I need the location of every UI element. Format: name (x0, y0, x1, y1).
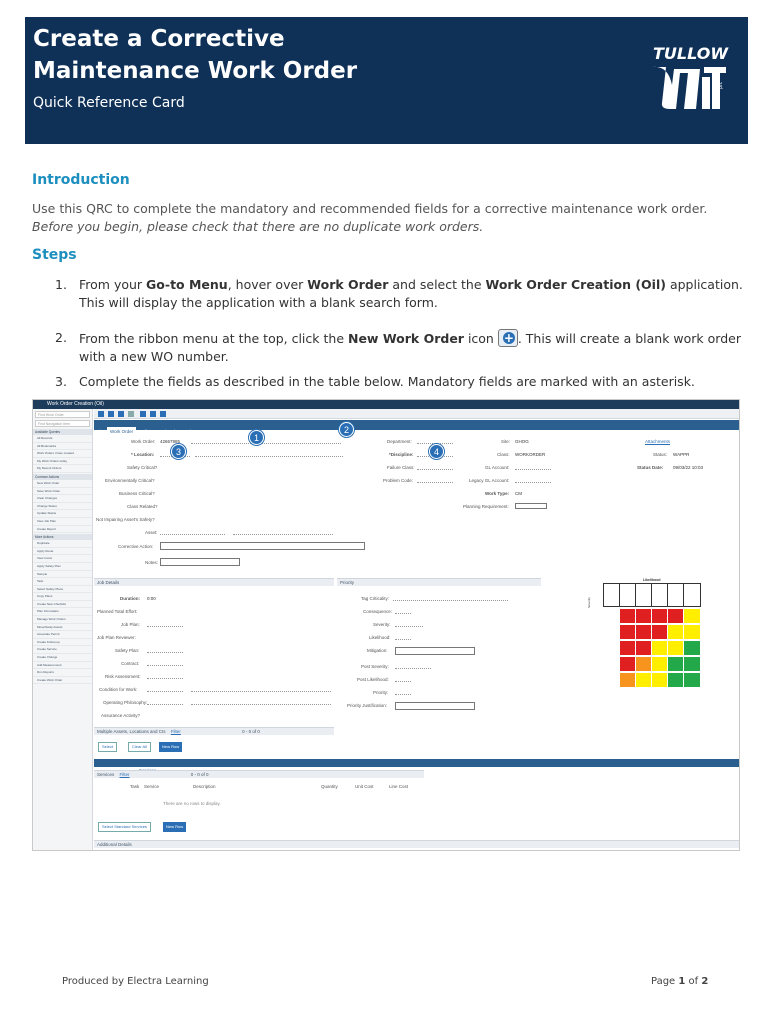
empty-message: There are no rows to display. (163, 801, 221, 806)
planned-effort-label: Planned Total Effort: (97, 609, 138, 614)
likelihood-field[interactable] (395, 635, 411, 640)
clear-icon (128, 411, 134, 417)
app-topbar (33, 400, 739, 409)
nav-item[interactable]: Apply Route (33, 548, 92, 556)
nav-item[interactable]: Save Work Order (33, 488, 92, 496)
nav-item[interactable]: New Work Order (33, 480, 92, 488)
app-toolbar (94, 409, 739, 419)
nav-item[interactable]: My Work Orders today (33, 458, 92, 466)
nav-search-input[interactable]: Find Navigation Item (35, 420, 90, 427)
step-2 (55, 329, 745, 366)
problem-code-label: Problem Code: (383, 478, 414, 483)
priority-label: Priority: (373, 690, 389, 695)
column-header: Unit Cost (355, 784, 374, 789)
new-icon (108, 411, 114, 417)
assurance-activity-label: Assurance Activity? (101, 713, 141, 718)
nav-item[interactable]: Apply Safety Plan (33, 563, 92, 571)
class-label: Class: (497, 452, 510, 457)
priority-field[interactable] (395, 690, 411, 695)
priority-justification-field[interactable] (395, 702, 475, 710)
nav-item[interactable]: My Recent Orders (33, 465, 92, 473)
site-value: GHOG (515, 439, 529, 444)
multiple-assets-bar (94, 727, 334, 735)
nav-section-actions: Common Actions (33, 474, 92, 480)
app-screenshot (32, 399, 740, 851)
tab-list[interactable]: List (97, 429, 105, 434)
header-banner (25, 17, 748, 144)
work-order-label: Work Order: (131, 439, 156, 444)
post-severity-label: Post Severity: (361, 664, 389, 669)
nav-item[interactable]: Create Change (33, 654, 92, 662)
step-number: 3. (55, 374, 67, 389)
page-current: 1 (678, 976, 686, 987)
nav-item[interactable]: Run Reports (33, 669, 92, 677)
job-plan-field[interactable] (147, 622, 183, 627)
select-button[interactable]: Select (98, 742, 117, 752)
app-title: Work Order Creation (Oil) (47, 401, 104, 407)
status-label: Status: (653, 452, 668, 457)
column-header: Service (144, 784, 160, 789)
filter-link[interactable]: Filter (170, 729, 181, 734)
services-label: Services (97, 772, 115, 777)
services-pager: 0 - 0 of 0 (190, 772, 209, 777)
risk-matrix-cell (683, 672, 701, 688)
priority-section[interactable]: Priority (337, 578, 541, 586)
multiple-assets-label: Multiple Assets, Locations and CIs (97, 729, 166, 734)
pager: 0 - 0 of 0 (242, 729, 260, 734)
duration-label: Duration: (120, 596, 140, 601)
page-prefix: Page (651, 976, 679, 987)
step-bold: Go-to Menu (146, 277, 228, 292)
planning-requirement-label: Planning Requirement: (463, 504, 509, 509)
step-text: , hover over (227, 277, 308, 292)
contract-label: Contract: (121, 661, 140, 666)
services-filter-link[interactable]: Filter (119, 772, 130, 777)
risk-matrix-title: Likelihood (643, 578, 661, 582)
consequence-field[interactable] (395, 609, 411, 614)
class-value: WORKORDER (515, 452, 546, 457)
title-line-1: Create a Corrective (33, 26, 285, 52)
svg-text:plc: plc (718, 81, 724, 89)
step-bold: New Work Order (347, 331, 464, 346)
nav-section-more: More Actions (33, 534, 92, 540)
callout-marker: 2 (339, 422, 354, 437)
risk-matrix (587, 578, 695, 700)
nav-item[interactable]: Plan Information (33, 608, 92, 616)
risk-matrix-header-cell (683, 583, 701, 607)
intro-text-plain: Use this QRC to complete the mandatory and recommended fields for a corrective maintenance work order. (32, 201, 708, 216)
notes-field[interactable] (160, 558, 240, 566)
new-row-button[interactable]: New Row (159, 742, 182, 752)
notes-label: Notes: (145, 560, 159, 565)
tab-related-records[interactable]: Related Records (159, 429, 193, 434)
select-standard-services-button[interactable]: Select Standard Services (98, 822, 151, 832)
status-date-value: 09/03/22 10:03 (673, 465, 704, 470)
nav-item[interactable]: Duplicate (33, 540, 92, 548)
job-plan-label: Job Plan: (121, 622, 140, 627)
nav-item[interactable]: Create New Checklist (33, 601, 92, 609)
nav-item[interactable]: Create Work Order (33, 677, 92, 685)
condition-for-work-label: Condition for Work: (99, 687, 138, 692)
condition-for-work-field[interactable] (147, 687, 183, 692)
corrective-action-label: Corrective Action: (118, 544, 154, 549)
likelihood-label: Likelihood: (369, 635, 391, 640)
nav-item[interactable]: Select Safety Plans (33, 586, 92, 594)
corrective-action-field[interactable] (160, 542, 365, 550)
new-work-order-icon (498, 329, 518, 347)
class-related-label: Class Related? (127, 504, 158, 509)
tab-work-order[interactable]: Work Order (107, 427, 136, 437)
nav-item[interactable]: Change Status (33, 503, 92, 511)
risk-assessment-label: Risk Assessment: (105, 674, 141, 679)
title-line-2: Maintenance Work Order (33, 58, 358, 84)
save-icon (118, 411, 124, 417)
clear-all-button[interactable]: Clear All (128, 742, 151, 752)
callout-marker: 1 (249, 430, 264, 445)
attachments-link[interactable]: Attachments (645, 439, 671, 444)
asset-label: Asset: (145, 530, 158, 535)
find-work-order-input[interactable]: Find Work Order (35, 411, 90, 418)
column-header: Task (130, 784, 140, 789)
callout-marker: 3 (171, 444, 186, 459)
column-header: Quantity (321, 784, 338, 789)
nav-item[interactable]: View Job Plan (33, 518, 92, 526)
nav-item[interactable]: All Bookmarks (33, 443, 92, 451)
step-bold: Work Order (307, 277, 389, 292)
nav-item[interactable]: Sample (33, 571, 92, 579)
column-header: Description (193, 784, 216, 789)
discipline-label: *Discipline: (389, 452, 414, 457)
safety-critical-label: Safety Critical? (127, 465, 158, 470)
asset-field[interactable] (160, 530, 225, 535)
work-order-value: 42667985 (160, 439, 181, 444)
page-of: of (685, 976, 702, 987)
logo-text: TULLOW (653, 44, 728, 63)
page-title (33, 23, 357, 87)
job-plan-reviewer-label: Job Plan Reviewer: (97, 635, 136, 640)
operating-philosophy-description-field[interactable] (191, 700, 331, 705)
severity-field[interactable] (395, 622, 423, 627)
back-icon (140, 411, 146, 417)
risk-matrix-cell (683, 624, 701, 640)
mitigation-field[interactable] (395, 647, 475, 655)
asset-description-field[interactable] (233, 530, 333, 535)
tullow-logo (648, 44, 728, 122)
page-number (651, 976, 708, 987)
tag-criticality-field[interactable] (393, 596, 508, 601)
additional-details-section[interactable]: Additional Details (94, 840, 740, 848)
contract-field[interactable] (147, 661, 183, 666)
consequence-label: Consequence: (363, 609, 393, 614)
services-new-row-button[interactable]: New Row (163, 822, 186, 832)
risk-assessment-field[interactable] (147, 674, 183, 679)
safety-plan-label: Safety Plan: (115, 648, 140, 653)
intro-text-italic: Before you begin, please check that there are no duplicate work orders. (32, 219, 484, 234)
post-likelihood-field[interactable] (395, 677, 411, 682)
nav-item[interactable]: Task (33, 578, 92, 586)
legacy-gl-label: Legacy GL Account: (469, 478, 510, 483)
page-subtitle: Quick Reference Card (33, 95, 185, 111)
location-description-field[interactable] (195, 452, 343, 457)
job-details-section[interactable]: Job Details (94, 578, 334, 586)
page-total: 2 (701, 976, 709, 987)
logo-mark-icon (648, 63, 728, 113)
status-value: WAPPR (673, 452, 690, 457)
failure-class-label: Failure Class: (387, 465, 415, 470)
nav-item[interactable]: Clear Changes (33, 495, 92, 503)
post-likelihood-label: Post Likelihood: (357, 677, 389, 682)
labor-tabs (94, 759, 739, 767)
step-text: application. This will display the application with a blank search form. (79, 277, 743, 310)
safety-plan-field[interactable] (147, 648, 183, 653)
intro-text (32, 200, 744, 236)
business-critical-label: Business Critical? (119, 491, 155, 496)
step-text: icon (463, 331, 498, 346)
step-1 (55, 276, 745, 312)
nav-item[interactable]: Update Status (33, 510, 92, 518)
step-3 (55, 373, 745, 391)
forward-icon (150, 411, 156, 417)
post-severity-field[interactable] (395, 664, 431, 669)
tag-criticality-label: Tag Criticality: (361, 596, 390, 601)
problem-code-field[interactable] (417, 478, 453, 483)
callout-marker: 4 (429, 444, 444, 459)
step-number: 2. (55, 330, 67, 345)
step-number: 1. (55, 277, 67, 292)
risk-matrix-cell (683, 640, 701, 656)
location-label: * Location: (131, 452, 155, 457)
operating-philosophy-field[interactable] (147, 700, 183, 705)
env-critical-label: Environmentally Critical? (105, 478, 155, 483)
not-impairing-label: Not Impairing Asset's Safety? (96, 517, 155, 522)
nav-item[interactable]: Add Measurement (33, 662, 92, 670)
tab-bar (94, 420, 739, 434)
condition-description-field[interactable] (191, 687, 331, 692)
risk-matrix-side-label: Severity (587, 597, 591, 608)
nav-item[interactable]: Associate Permit (33, 631, 92, 639)
nav-item[interactable]: Create Report (33, 526, 92, 534)
tab-gallery[interactable]: Gallery (139, 429, 154, 434)
work-type-label: Work Type: (485, 491, 510, 496)
left-nav (33, 409, 93, 850)
nav-item[interactable]: All Records (33, 435, 92, 443)
duration-value: 0:00 (147, 596, 156, 601)
failure-class-field[interactable] (417, 465, 453, 470)
severity-label: Severity: (373, 622, 391, 627)
nav-section-queries: Available Queries (33, 429, 92, 435)
search-icon (98, 411, 104, 417)
legacy-gl-field[interactable] (515, 478, 551, 483)
footer-credit: Produced by Electra Learning (62, 976, 209, 987)
intro-heading: Introduction (32, 172, 130, 188)
operating-philosophy-label: Operating Philosophy: (103, 700, 148, 705)
department-label: Department: (387, 439, 412, 444)
step-text: . This will create a blank work order with a new WO number. (79, 331, 741, 364)
nav-item[interactable]: Create Service (33, 646, 92, 654)
site-label: Site: (501, 439, 511, 444)
nav-item[interactable]: Move/Swap Assets (33, 624, 92, 632)
work-type-value: CM (515, 491, 522, 496)
tab-map[interactable]: Map (198, 429, 208, 434)
step-text: From your (79, 277, 147, 292)
step-text: Complete the fields as described in the table below. Mandatory fields are marked with an asterisk. (79, 374, 695, 389)
nav-item[interactable]: Manage Work Orders (33, 616, 92, 624)
toolbar-icons (94, 409, 194, 419)
nav-item[interactable]: Copy Plans (33, 593, 92, 601)
risk-matrix-cell (683, 608, 701, 624)
status-date-label: Status Date: (637, 465, 664, 470)
services-bar (94, 770, 424, 778)
nav-item[interactable]: Create Follow-up (33, 639, 92, 647)
steps-heading: Steps (32, 247, 77, 263)
priority-justification-label: Priority Justification: (347, 703, 388, 708)
gl-account-field[interactable] (515, 465, 551, 470)
work-order-description-field[interactable] (191, 439, 341, 444)
planning-requirement-select[interactable] (515, 503, 547, 509)
nav-item[interactable]: View Costs (33, 555, 92, 563)
step-text: From the ribbon menu at the top, click the (79, 331, 348, 346)
expand-icon (160, 411, 166, 417)
nav-item[interactable]: Work Orders I have created (33, 450, 92, 458)
column-header: Line Cost (389, 784, 409, 789)
risk-matrix-cell (683, 656, 701, 672)
step-bold: Work Order Creation (Oil) (485, 277, 666, 292)
gl-account-label: GL Account: (485, 465, 510, 470)
step-text: and select the (388, 277, 486, 292)
mitigation-label: Mitigation: (367, 648, 388, 653)
